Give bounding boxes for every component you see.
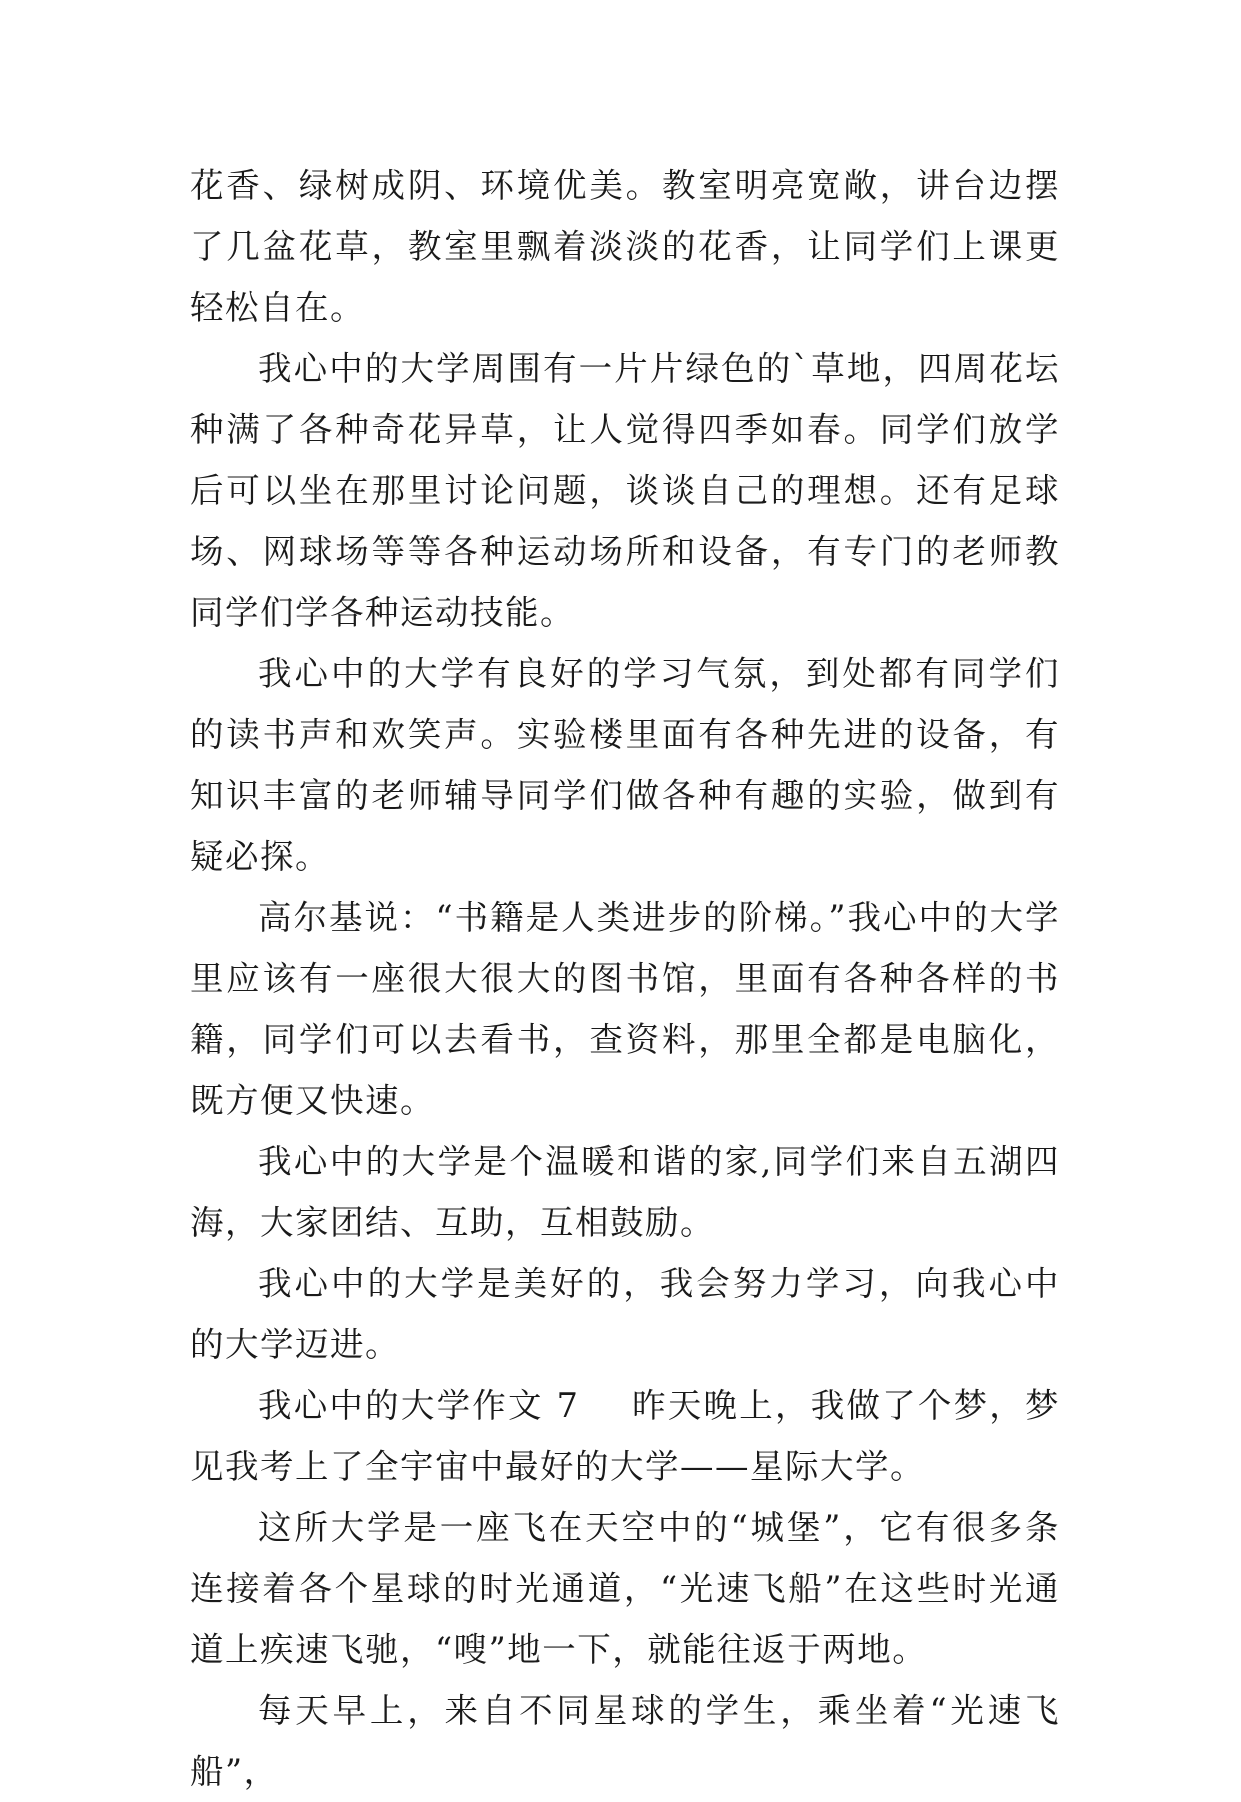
paragraph-1: 花香、绿树成阴、环境优美。教室明亮宽敞，讲台边摆了几盆花草，教室里飘着淡淡的花香，让同学们上课更轻松自在。 [190,166,1060,327]
document-body [190,155,1060,1802]
paragraph-3: 我心中的大学有良好的学习气氛，到处都有同学们的读书声和欢笑声。实验楼里面有各种先进的设备，有知识丰富的老师辅导同学们做各种有趣的实验，做到有疑必探。 [190,654,1060,876]
essay-heading: 我心中的大学作文 7 [258,1386,580,1425]
paragraph-9: 每天早上，来自不同星球的学生，乘坐着“光速飞船”， [190,1691,1060,1791]
paragraph-5: 我心中的大学是个温暖和谐的家,同学们来自五湖四海，大家团结、互助，互相鼓励。 [190,1142,1060,1242]
paragraph-7-text: 昨天晚上，我做了个梦，梦见我考上了全宇宙中最好的大学——星际大学。 [190,1386,1060,1486]
paragraph-2: 我心中的大学周围有一片片绿色的`草地，四周花坛种满了各种奇花异草，让人觉得四季如春。同学们放学后可以坐在那里讨论问题，谈谈自己的理想。还有足球场、网球场等等各种运动场所和设备，有专门的老师教同学们学各种运动技能。 [190,349,1060,632]
paragraph-7 [190,1375,1060,1497]
paragraph-6: 我心中的大学是美好的，我会努力学习，向我心中的大学迈进。 [190,1264,1060,1364]
paragraph-8: 这所大学是一座飞在天空中的“城堡”，它有很多条连接着各个星球的时光通道，“光速飞船”在这些时光通道上疾速飞驰，“嗖”地一下，就能往返于两地。 [190,1508,1060,1669]
paragraph-4: 高尔基说：“书籍是人类进步的阶梯。”我心中的大学里应该有一座很大很大的图书馆，里面有各种各样的书籍，同学们可以去看书，查资料，那里全都是电脑化，既方便又快速。 [190,898,1060,1120]
